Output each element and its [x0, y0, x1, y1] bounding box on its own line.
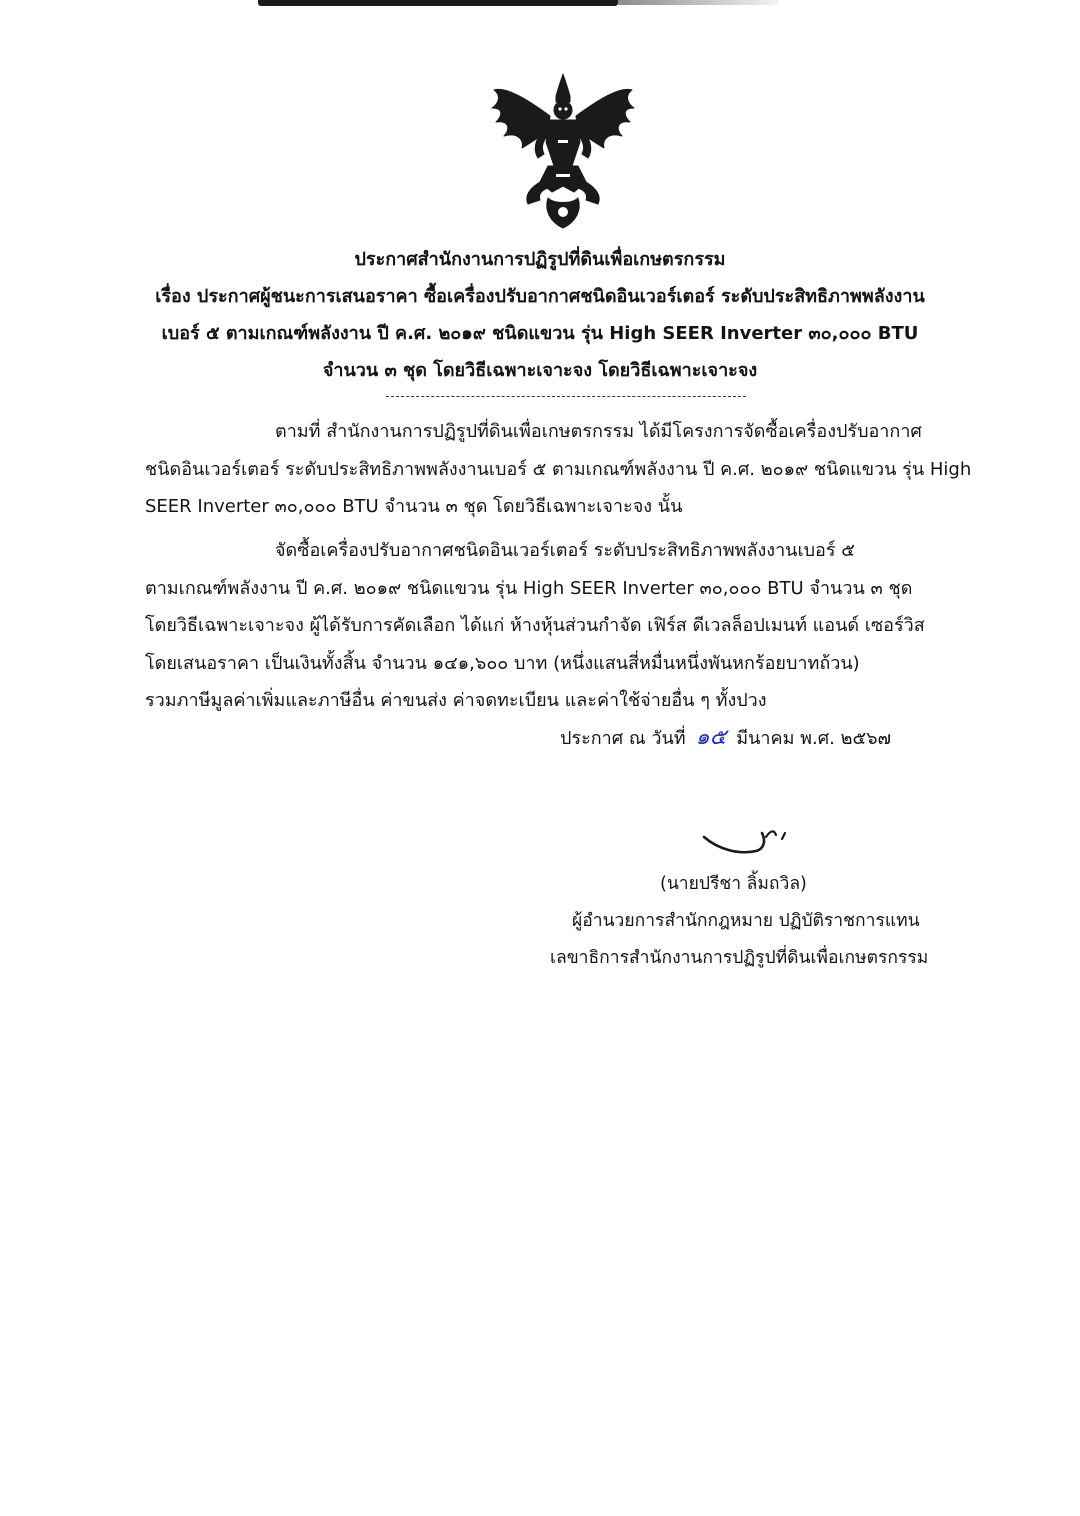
scan-edge-fade	[618, 0, 778, 5]
signatory-position: เลขาธิการสำนักงานการปฏิรูปที่ดินเพื่อเกษตรกรรม	[550, 948, 929, 968]
paragraph-line: โดยเสนอราคา เป็นเงินทั้งสิ้น จำนวน ๑๔๑,๖๐๐ บาท (หนึ่งแสนสี่หมื่นหนึ่งพันหกร้อยบาทถ้วน)	[145, 652, 860, 674]
paragraph-line: โดยวิธีเฉพาะเจาะจง ผู้ได้รับการคัดเลือก ได้แก่ ห้างหุ้นส่วนกำจัด เฟิร์ส ดีเวลล็อปเมนท์ แอนด์ เซอร์วิส	[145, 615, 925, 636]
heading-line: เบอร์ ๕ ตามเกณฑ์พลังงาน ปี ค.ศ. ๒๐๑๙ ชนิดแขวน รุ่น High SEER Inverter ๓๐,๐๐๐ BTU	[161, 323, 919, 344]
announcement-date	[560, 720, 891, 757]
date-suffix: มีนาคม พ.ศ. ๒๕๖๗	[736, 728, 892, 749]
garuda-emblem-icon	[488, 70, 638, 232]
heading-line: จำนวน ๓ ชุด โดยวิธีเฉพาะเจาะจง โดยวิธีเฉพาะเจาะจง	[322, 360, 758, 381]
signatory-position: ผู้อำนวยการสำนักกฎหมาย ปฏิบัติราชการแทน	[572, 911, 920, 931]
paragraph-line: รวมภาษีมูลค่าเพิ่มและภาษีอื่น ค่าขนส่ง ค่าจดทะเบียน และค่าใช้จ่ายอื่น ๆ ทั้งปวง	[145, 690, 767, 711]
paragraph-line: ตามที่ สำนักงานการปฏิรูปที่ดินเพื่อเกษตรกรรม ได้มีโครงการจัดซื้อเครื่องปรับอากาศ	[275, 421, 922, 442]
date-prefix: ประกาศ ณ วันที่	[560, 728, 686, 749]
paragraph-line: SEER Inverter ๓๐,๐๐๐ BTU จำนวน ๓ ชุด โดยวิธีเฉพาะเจาะจง นั้น	[145, 496, 683, 517]
paragraph-line: ตามเกณฑ์พลังงาน ปี ค.ศ. ๒๐๑๙ ชนิดแขวน รุ่น High SEER Inverter ๓๐,๐๐๐ BTU จำนวน ๓ ชุด	[145, 577, 913, 599]
announcement-heading	[90, 241, 990, 389]
paragraph-award	[145, 532, 925, 720]
dashed-divider	[386, 396, 746, 397]
heading-line: ประกาศสำนักงานการปฏิรูปที่ดินเพื่อเกษตรกรรม	[354, 249, 726, 270]
heading-line: เรื่อง ประกาศผู้ชนะการเสนอราคา ซื้อเครื่องปรับอากาศชนิดอินเวอร์เตอร์ ระดับประสิทธิภาพพลังงาน	[155, 286, 925, 307]
paragraph-line: จัดซื้อเครื่องปรับอากาศชนิดอินเวอร์เตอร์ ระดับประสิทธิภาพพลังงานเบอร์ ๕	[275, 540, 855, 561]
paragraph-line: ชนิดอินเวอร์เตอร์ ระดับประสิทธิภาพพลังงานเบอร์ ๕ ตามเกณฑ์พลังงาน ปี ค.ศ. ๒๐๑๙ ชนิดแขวน รุ่น High	[145, 458, 972, 480]
scan-edge-shadow	[258, 0, 618, 6]
signatory-name: (นายปรีชา ลิ้มถวิล)	[660, 874, 807, 894]
handwritten-signature	[700, 823, 800, 863]
date-day-handwritten: ๑๕	[695, 725, 727, 750]
paragraph-background	[145, 413, 971, 526]
